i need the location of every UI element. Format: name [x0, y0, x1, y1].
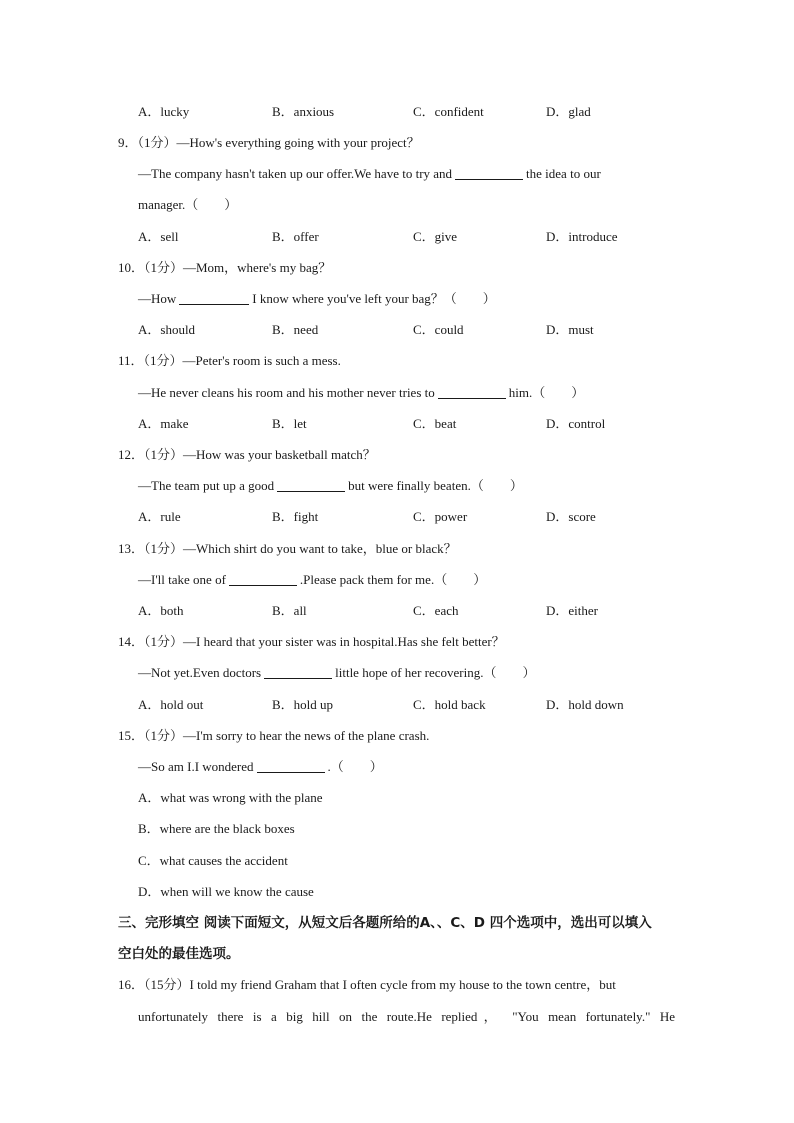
q15-option-a: A．what was wrong with the plane: [138, 790, 323, 805]
q13-line2-before: —I'll take one of: [138, 572, 226, 587]
q8-option-a: A．lucky: [138, 104, 190, 119]
q15-line2-after: .（ ）: [327, 759, 383, 774]
q8-option-b: B．anxious: [272, 104, 335, 119]
q11-option-c: C．beat: [413, 416, 457, 431]
q9-stem: 9．（1分）—How's everything going with your project？: [118, 135, 420, 150]
q9-line2: [138, 164, 601, 184]
q14-option-d: D．hold down: [546, 697, 624, 712]
answer-blank: [455, 165, 523, 180]
q9-option-c: C．give: [413, 229, 458, 244]
answer-blank: [277, 477, 345, 492]
q12-line2: [138, 476, 523, 496]
q13-option-d: D．either: [546, 603, 598, 618]
q11-option-b: B．let: [272, 416, 307, 431]
q10-option-c: C．could: [413, 322, 464, 337]
section-heading-cont: 空白处的最佳选项。: [118, 946, 240, 962]
q14-line2: [138, 663, 535, 683]
q12-stem: 12．（1分）—How was your basketball match？: [118, 447, 376, 462]
q12-option-a: A．rule: [138, 509, 181, 524]
q12-option-b: B．fight: [272, 509, 319, 524]
q9-option-d: D．introduce: [546, 229, 618, 244]
q10-line2-after: I know where you've left your bag？（ ）: [252, 291, 496, 306]
q15-option-d: D．when will we know the cause: [138, 884, 314, 899]
q14-option-a: A．hold out: [138, 697, 204, 712]
q9-option-a: A．sell: [138, 229, 179, 244]
q14-stem: 14．（1分）—I heard that your sister was in hospital.Has she felt better？: [118, 634, 505, 649]
answer-blank: [179, 290, 249, 305]
answer-blank: [257, 758, 325, 773]
section-heading: 三、完形填空 阅读下面短文，从短文后各题所给的A、、C、D 四个选项中，选出可以填入: [118, 915, 652, 931]
answer-blank: [264, 664, 332, 679]
q10-option-d: D．must: [546, 322, 594, 337]
q10-option-b: B．need: [272, 322, 319, 337]
q15-line2-before: —So am I.I wondered: [138, 759, 254, 774]
q14-option-b: B．hold up: [272, 697, 334, 712]
q11-line2-before: —He never cleans his room and his mother never tries to: [138, 385, 435, 400]
q10-line2-before: —How: [138, 291, 177, 306]
q12-option-c: C．power: [413, 509, 468, 524]
q13-stem: 13．（1分）—Which shirt do you want to take，blue or black？: [118, 541, 457, 556]
q11-option-a: A．make: [138, 416, 189, 431]
q11-stem: 11．（1分）—Peter's room is such a mess.: [118, 353, 341, 368]
q11-line2: [138, 383, 584, 403]
q10-line2: [138, 289, 496, 309]
q12-option-d: D．score: [546, 509, 596, 524]
q15-option-c: C．what causes the accident: [138, 853, 288, 868]
q14-line2-before: —Not yet.Even doctors: [138, 665, 262, 680]
q10-stem: 10．（1分）—Mom，where's my bag？: [118, 260, 332, 275]
q8-option-c: C．confident: [413, 104, 484, 119]
q14-line2-after: little hope of her recovering.（ ）: [335, 665, 536, 680]
q12-line2-after: but were finally beaten.（ ）: [348, 478, 523, 493]
q9-line2-after: the idea to our: [526, 166, 601, 181]
q13-option-b: B．all: [272, 603, 307, 618]
q9-option-b: B．offer: [272, 229, 319, 244]
q16-line2: unfortunately there is a big hill on the route.He replied， "You mean fortunately." He: [138, 1009, 675, 1024]
q13-line2: [138, 570, 486, 590]
answer-blank: [438, 384, 506, 399]
q8-option-d: D．glad: [546, 104, 591, 119]
q15-line2: [138, 757, 383, 777]
q11-option-d: D．control: [546, 416, 606, 431]
q13-line2-after: .Please pack them for me.（ ）: [299, 572, 487, 587]
q13-option-c: C．each: [413, 603, 459, 618]
q12-line2-before: —The team put up a good: [138, 478, 275, 493]
q14-option-c: C．hold back: [413, 697, 486, 712]
q10-option-a: A．should: [138, 322, 196, 337]
q13-option-a: A．both: [138, 603, 184, 618]
q9-line2-before: —The company hasn't taken up our offer.We have to try and: [138, 166, 453, 181]
q16-line1: 16．（15分）I told my friend Graham that I often cycle from my house to the town centre，but: [118, 977, 616, 992]
q9-line3: manager.（ ）: [138, 197, 238, 212]
q15-stem: 15．（1分）—I'm sorry to hear the news of the plane crash.: [118, 728, 430, 743]
answer-blank: [229, 571, 297, 586]
q11-line2-after: him.（ ）: [508, 385, 585, 400]
q15-option-b: B．where are the black boxes: [138, 821, 295, 836]
